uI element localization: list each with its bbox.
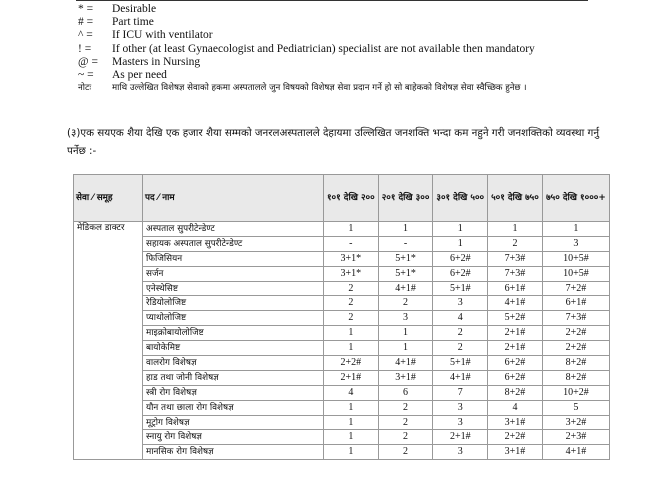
count-cell: 3 xyxy=(433,445,488,460)
legend-text: If ICU with ventilator xyxy=(112,29,213,42)
header-beds-501-750: ५०१ देखि ७५० xyxy=(488,175,543,222)
count-cell: 5+1# xyxy=(433,281,488,296)
count-cell: 7 xyxy=(433,385,488,400)
legend-text: Desirable xyxy=(112,3,157,15)
count-cell: 1 xyxy=(488,222,543,237)
count-cell: 2 xyxy=(378,445,433,460)
count-cell: 5+1* xyxy=(378,251,433,266)
count-cell: 2 xyxy=(324,311,379,326)
post-name-cell: माइक्रोबायोलोजिष्ट xyxy=(143,326,324,341)
count-cell: 1 xyxy=(324,430,379,445)
count-cell: 4+1# xyxy=(433,370,488,385)
count-cell: 7+3# xyxy=(542,311,609,326)
count-cell: 2 xyxy=(378,415,433,430)
header-beds-201-300: २०१ देखि ३०० xyxy=(378,175,433,222)
table-row xyxy=(74,311,610,326)
table-header-row xyxy=(74,175,610,222)
count-cell: 1 xyxy=(378,326,433,341)
count-cell: 1 xyxy=(324,326,379,341)
post-name-cell: फिजिसियन xyxy=(143,251,324,266)
count-cell: 3+1# xyxy=(488,415,543,430)
post-name-cell: सहायक अस्पताल सुपरीटेन्डेण्ट xyxy=(143,236,324,251)
post-name-cell: एनेस्थेसिष्ट xyxy=(143,281,324,296)
table-row xyxy=(74,281,610,296)
service-group-cell: मेडिकल डाक्टर xyxy=(74,222,143,460)
count-cell: 2 xyxy=(324,296,379,311)
legend-symbol: # = xyxy=(78,16,94,29)
count-cell: 6+2# xyxy=(433,251,488,266)
post-name-cell: वालरोग विशेषज्ञ xyxy=(143,356,324,371)
table-row xyxy=(74,385,610,400)
count-cell: 2+2# xyxy=(542,341,609,356)
count-cell: 2 xyxy=(433,341,488,356)
count-cell: - xyxy=(378,236,433,251)
count-cell: 3 xyxy=(378,311,433,326)
count-cell: 3 xyxy=(433,415,488,430)
table-row xyxy=(74,236,610,251)
legend-text: If other (at least Gynaecologist and Pediatrician) specialist are not available then mandatory xyxy=(112,42,535,55)
table-row xyxy=(74,251,610,266)
legend-row xyxy=(78,43,608,56)
count-cell: 5 xyxy=(542,400,609,415)
count-cell: 10+5# xyxy=(542,266,609,281)
staffing-table xyxy=(73,174,610,460)
count-cell: 6+1# xyxy=(488,281,543,296)
count-cell: 2+1# xyxy=(324,370,379,385)
table-row xyxy=(74,430,610,445)
table-row xyxy=(74,222,610,237)
note-text: माथि उल्लेखित विशेषज्ञ सेवाको हकमा अस्पतालले जुन विषयको विशेषज्ञ सेवा प्रदान गर्ने हो सो बाहेकको विशेषज्ञ सेवा स्वैच्छिक हुनेछ । xyxy=(112,83,527,94)
table-row xyxy=(74,326,610,341)
legend-symbol: ^ = xyxy=(78,29,93,42)
table-row xyxy=(74,266,610,281)
count-cell: 2+2# xyxy=(324,356,379,371)
count-cell: 4+1# xyxy=(378,281,433,296)
count-cell: 2+1# xyxy=(488,326,543,341)
note-label: नोटः xyxy=(78,83,92,94)
table-row xyxy=(74,370,610,385)
count-cell: 4 xyxy=(488,400,543,415)
count-cell: 2+1# xyxy=(433,430,488,445)
post-name-cell: हाड तथा जोनी विशेषज्ञ xyxy=(143,370,324,385)
count-cell: 10+2# xyxy=(542,385,609,400)
count-cell: 7+3# xyxy=(488,251,543,266)
count-cell: 1 xyxy=(324,341,379,356)
post-name-cell: सर्जन xyxy=(143,266,324,281)
count-cell: 3 xyxy=(433,400,488,415)
legend-text: Masters in Nursing xyxy=(112,55,201,68)
table-body xyxy=(74,222,610,460)
count-cell: 2+2# xyxy=(488,430,543,445)
section-paragraph: (३)एक सयएक शैया देखि एक हजार शैया सम्मको जनरलअस्पतालले देहायमा उल्लिखित जनशक्ति भन्दा कम नहुने गरी जनशक्तिको व्यवस्था गर्नु पर्नेछ :- xyxy=(67,127,600,157)
count-cell: 2 xyxy=(378,400,433,415)
legend-symbol: ~ = xyxy=(78,69,94,82)
legend xyxy=(78,3,608,95)
post-name-cell: मूट्रोग विशेषज्ञ xyxy=(143,415,324,430)
note xyxy=(78,82,608,95)
count-cell: 6 xyxy=(378,385,433,400)
count-cell: 3+1# xyxy=(378,370,433,385)
post-name-cell: स्नायु रोग विशेषज्ञ xyxy=(143,430,324,445)
count-cell: 3 xyxy=(433,296,488,311)
count-cell: 2+1# xyxy=(488,341,543,356)
post-name-cell: प्याथोलोजिष्ट xyxy=(143,311,324,326)
count-cell: 1 xyxy=(324,415,379,430)
count-cell: 1 xyxy=(324,445,379,460)
count-cell: 7+2# xyxy=(542,281,609,296)
table-row xyxy=(74,341,610,356)
count-cell: 1 xyxy=(324,222,379,237)
count-cell: 1 xyxy=(433,236,488,251)
count-cell: 6+1# xyxy=(542,296,609,311)
legend-text: As per need xyxy=(112,69,167,82)
count-cell: 4+1# xyxy=(542,445,609,460)
legend-row xyxy=(78,56,608,69)
post-name-cell: यौन तथा छाला रोग विशेषज्ञ xyxy=(143,400,324,415)
count-cell: 2 xyxy=(488,236,543,251)
count-cell: 1 xyxy=(378,222,433,237)
count-cell: 8+2# xyxy=(542,356,609,371)
count-cell: 1 xyxy=(324,400,379,415)
header-beds-101-200: १०१ देखि २०० xyxy=(324,175,379,222)
legend-row xyxy=(78,3,608,16)
count-cell: 4+1# xyxy=(488,296,543,311)
count-cell: 4 xyxy=(433,311,488,326)
legend-text: Part time xyxy=(112,16,154,29)
legend-row xyxy=(78,69,608,82)
count-cell: 3+2# xyxy=(542,415,609,430)
post-name-cell: स्त्री रोग विशेषज्ञ xyxy=(143,385,324,400)
count-cell: 6+2# xyxy=(488,356,543,371)
count-cell: 3 xyxy=(542,236,609,251)
top-rule xyxy=(76,0,588,1)
count-cell: 5+1# xyxy=(433,356,488,371)
count-cell: 4 xyxy=(324,385,379,400)
count-cell: 8+2# xyxy=(542,370,609,385)
count-cell: 2+2# xyxy=(542,326,609,341)
legend-row xyxy=(78,29,608,42)
count-cell: 6+2# xyxy=(433,266,488,281)
legend-symbol: ! = xyxy=(78,42,92,55)
legend-row xyxy=(78,16,608,29)
count-cell: 5+2# xyxy=(488,311,543,326)
count-cell: 2 xyxy=(378,430,433,445)
count-cell: 7+3# xyxy=(488,266,543,281)
header-beds-750-1000: ७५० देखि १०००+ xyxy=(542,175,609,222)
table-row xyxy=(74,296,610,311)
count-cell: 2 xyxy=(324,281,379,296)
count-cell: 2+3# xyxy=(542,430,609,445)
count-cell: 3+1# xyxy=(488,445,543,460)
table-row xyxy=(74,400,610,415)
header-post-name: पद ⁄ नाम xyxy=(143,175,324,222)
count-cell: 8+2# xyxy=(488,385,543,400)
post-name-cell: रेडियोलोजिष्ट xyxy=(143,296,324,311)
count-cell: 10+5# xyxy=(542,251,609,266)
count-cell: 2 xyxy=(433,326,488,341)
post-name-cell: अस्पताल सुपरीटेन्डेण्ट xyxy=(143,222,324,237)
count-cell: 2 xyxy=(378,296,433,311)
count-cell: 1 xyxy=(433,222,488,237)
count-cell: 5+1* xyxy=(378,266,433,281)
post-name-cell: मानसिक रोग विशेषज्ञ xyxy=(143,445,324,460)
count-cell: - xyxy=(324,236,379,251)
table-row xyxy=(74,356,610,371)
header-service-group: सेवा ⁄ समूह xyxy=(74,175,143,222)
legend-symbol: * = xyxy=(78,3,94,15)
table-row xyxy=(74,445,610,460)
count-cell: 1 xyxy=(378,341,433,356)
post-name-cell: बायोकेमिष्ट xyxy=(143,341,324,356)
count-cell: 3+1* xyxy=(324,266,379,281)
legend-symbol: @ = xyxy=(78,55,98,68)
header-beds-301-500: ३०१ देखि ५०० xyxy=(433,175,488,222)
count-cell: 6+2# xyxy=(488,370,543,385)
count-cell: 1 xyxy=(542,222,609,237)
count-cell: 3+1* xyxy=(324,251,379,266)
count-cell: 4+1# xyxy=(378,356,433,371)
table-row xyxy=(74,415,610,430)
